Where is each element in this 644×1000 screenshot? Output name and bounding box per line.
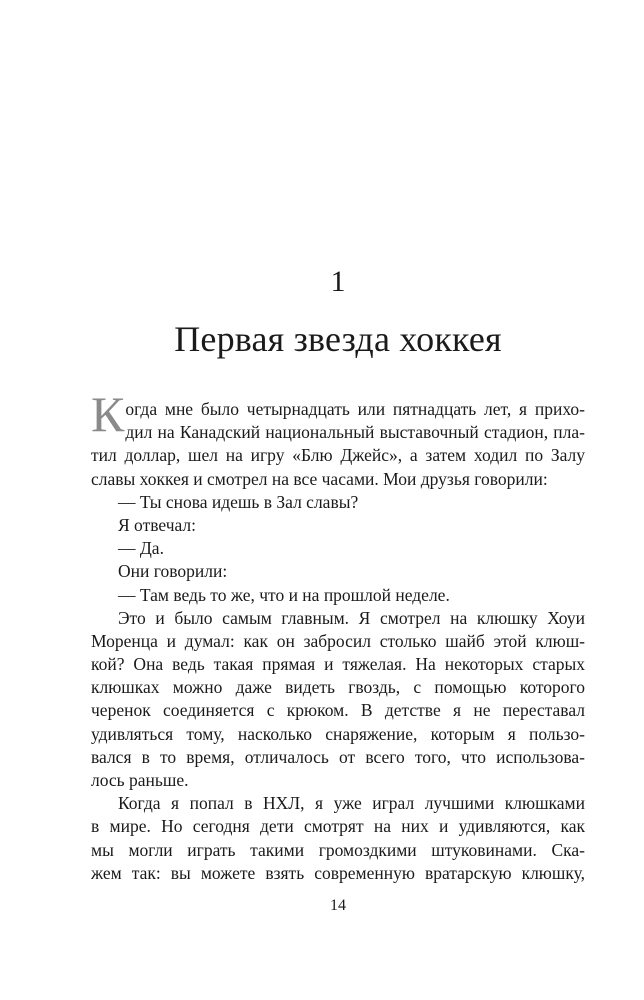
text-line: дил на Канадский национальный выставочный стадион, пла-	[125, 422, 585, 443]
text-line: Моренца и думал: как он забросил столько шайб этой клюш-	[91, 630, 585, 651]
text-line: жем так: вы можете взять современную вратарскую клюшку,	[91, 862, 585, 883]
dialogue-line: — Ты снова идешь в Зал славы?	[118, 491, 359, 512]
text-line: Они говорили:	[118, 561, 228, 582]
dialogue-line: — Да.	[118, 538, 164, 559]
text-line: тил доллар, шел на игру «Блю Джейс», а затем ходил по Залу	[91, 445, 585, 466]
chapter-body-text	[91, 386, 585, 885]
text-line: черенок соединяется с крюком. В детстве я не переставал	[91, 700, 585, 721]
chapter-number: 1	[330, 265, 346, 298]
text-line: вался в то время, отличалось от всего того, что использова-	[91, 746, 585, 767]
text-line: лось раньше.	[91, 770, 189, 790]
text-line: славы хоккея и смотрел на все часами. Мои друзья говорили:	[91, 468, 548, 489]
text-line: удивляться тому, насколько снаряжение, которым я пользо-	[91, 723, 585, 744]
dialogue-line: — Там ведь то же, что и на прошлой неделе.	[118, 584, 450, 605]
paragraph-first-line: Когда я попал в НХЛ, я уже играл лучшими клюшками	[118, 793, 585, 814]
text-line: клюшках можно даже видеть гвоздь, с помощью которого	[91, 677, 585, 698]
text-line: мы могли играть такими громоздкими штуковинами. Ска-	[91, 839, 585, 860]
text-line-content: огда мне было четырнадцать или пятнадцать лет, я прихо-	[125, 399, 585, 419]
text-line: кой? Она ведь такая прямая и тяжелая. На некоторых старых	[91, 654, 585, 675]
drop-cap: К	[91, 386, 125, 442]
chapter-title: Первая звезда хоккея	[174, 319, 502, 359]
page-number: 14	[330, 897, 346, 914]
text-line: Я отвечал:	[118, 514, 197, 535]
text-line: в мире. Но сегодня дети смотрят на них и удивляются, как	[91, 816, 585, 837]
paragraph-first-line: Это и было самым главным. Я смотрел на клюшку Хоуи	[118, 607, 585, 628]
